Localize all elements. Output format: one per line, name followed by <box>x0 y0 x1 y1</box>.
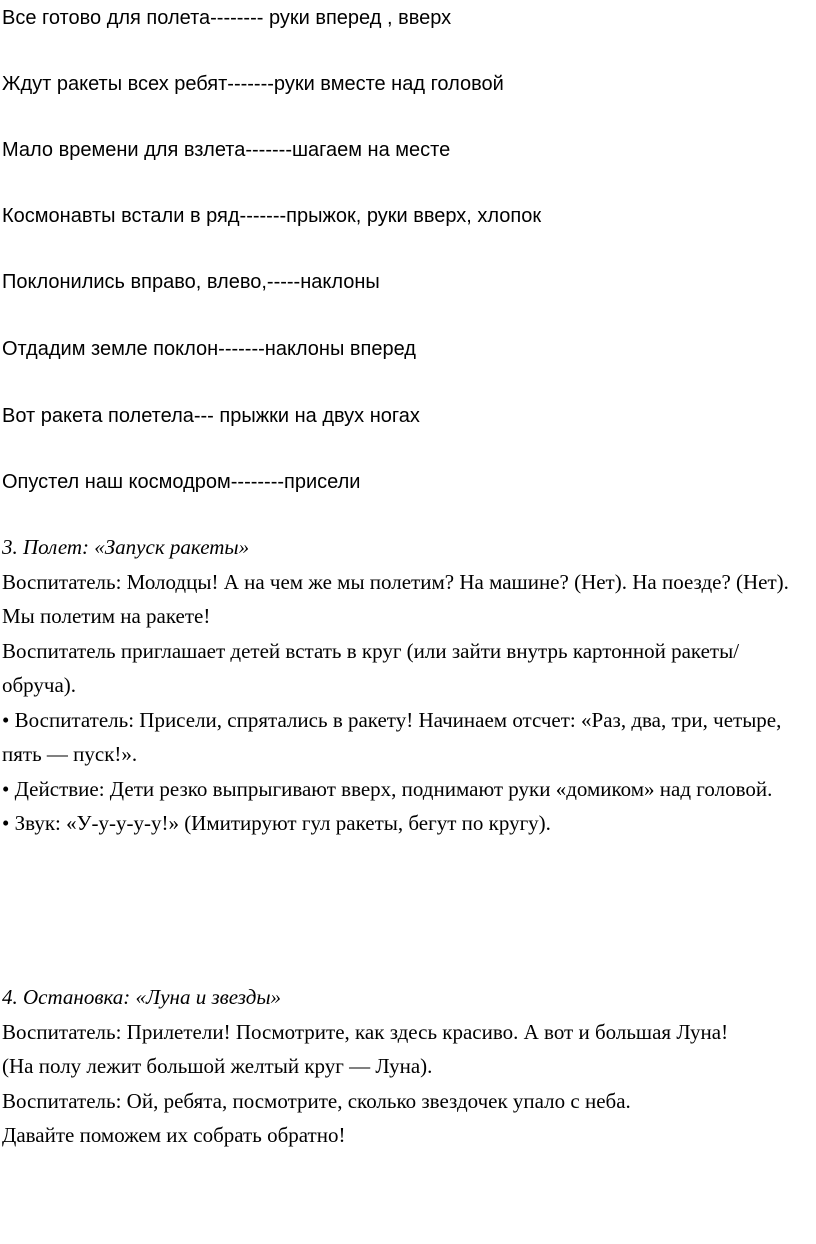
section-4-paragraph-4: Давайте поможем их собрать обратно! <box>2 1123 346 1147</box>
verse-line-5: Поклонились вправо, влево,-----наклоны <box>2 271 380 293</box>
verse-line-2: Ждут ракеты всех ребят-------руки вместе над головой <box>2 73 504 95</box>
section-3-heading: 3. Полет: «Запуск ракеты» <box>2 535 250 559</box>
verse-line-8: Опустел наш космодром--------присели <box>2 471 361 493</box>
verse-line-4: Космонавты встали в ряд-------прыжок, руки вверх, хлопок <box>2 205 542 227</box>
section-3-bullet-1: • Воспитатель: Присели, спрятались в ракету! Начинаем отсчет: «Раз, два, три, четыре, пять — пуск!». <box>2 707 782 766</box>
verse-line-3: Мало времени для взлета-------шагаем на месте <box>2 139 451 161</box>
verse-line-7: Вот ракета полетела--- прыжки на двух ногах <box>2 405 420 427</box>
section-4-paragraph-3: Воспитатель: Ой, ребята, посмотрите, сколько звездочек упало с неба. <box>2 1088 631 1113</box>
section-4-paragraph-1: Воспитатель: Прилетели! Посмотрите, как здесь красиво. А вот и большая Луна! <box>2 1019 729 1044</box>
section-4 <box>2 980 810 1153</box>
section-4-heading: 4. Остановка: «Луна и звезды» <box>2 985 282 1009</box>
section-3-paragraph-2: Воспитатель приглашает детей встать в круг (или зайти внутрь картонной ракеты/обруча). <box>2 638 740 697</box>
section-3-bullet-2: • Действие: Дети резко выпрыгивают вверх, поднимают руки «домиком» над головой. <box>2 776 773 801</box>
section-3-paragraph-1: Воспитатель: Молодцы! А на чем же мы полетим? На машине? (Нет). На поезде? (Нет). Мы полетим на ракете! <box>2 569 789 628</box>
verse-line-1: Все готово для полета-------- руки вперед , вверх <box>2 7 452 29</box>
section-3-bullet-3: • Звук: «У-у-у-у-у!» (Имитируют гул ракеты, бегут по кругу). <box>2 811 551 835</box>
section-4-paragraph-2: (На полу лежит большой желтый круг — Луна). <box>2 1054 433 1078</box>
verse-line-6: Отдадим земле поклон-------наклоны вперед <box>2 338 416 360</box>
section-3 <box>2 530 810 841</box>
